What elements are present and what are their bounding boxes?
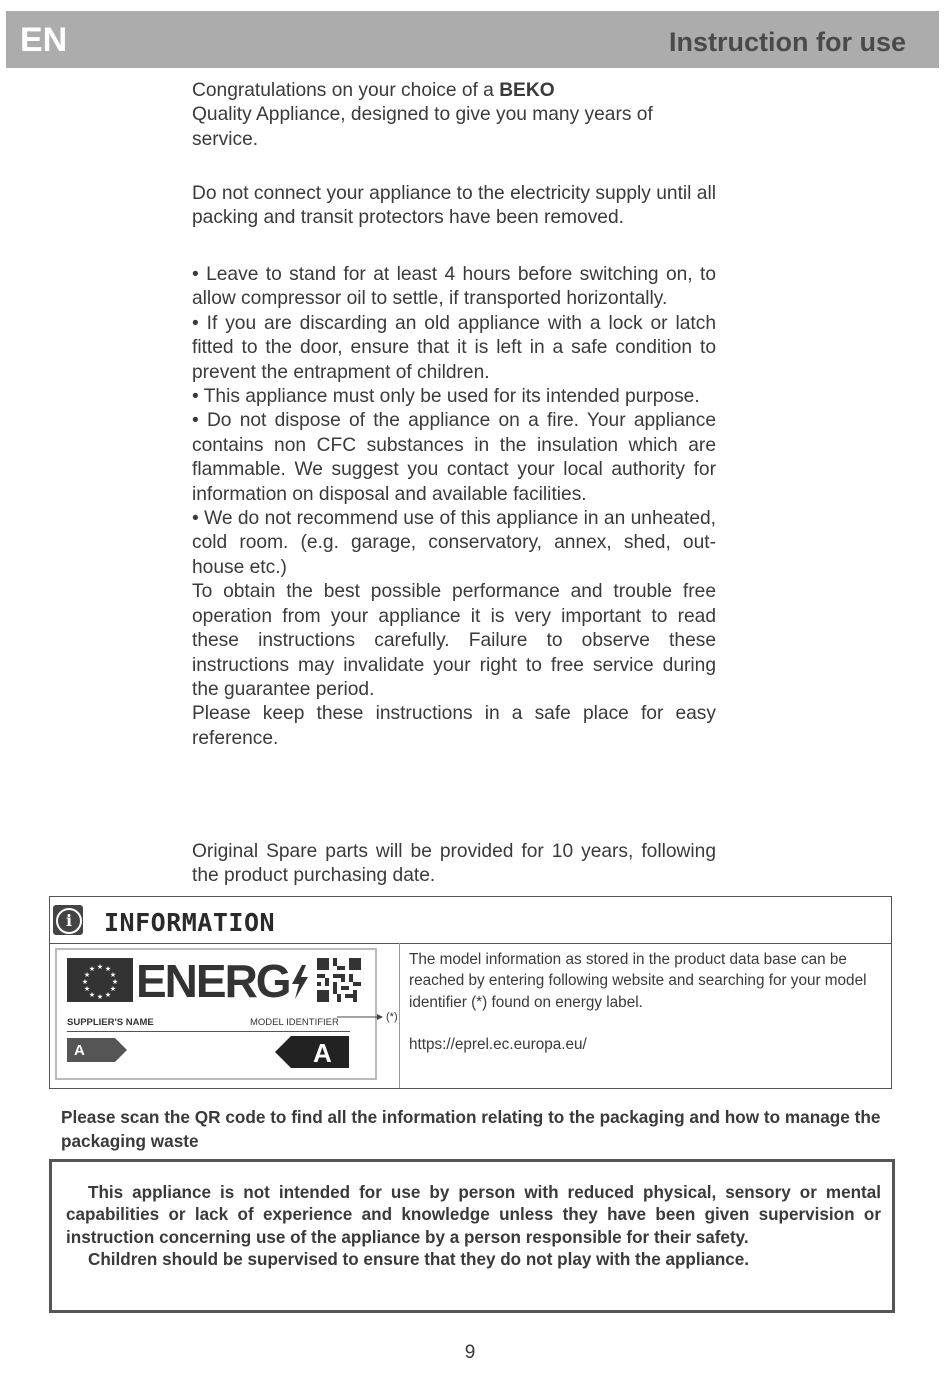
page-title: Instruction for use (668, 27, 906, 57)
label-divider (67, 1031, 350, 1032)
svg-text:★: ★ (96, 963, 104, 971)
arrow-icon (337, 1009, 387, 1021)
svg-text:★: ★ (104, 965, 112, 973)
connect-warning-section (192, 182, 716, 231)
main-instructions (192, 263, 716, 751)
info-icon: i (53, 905, 83, 935)
information-header (50, 897, 891, 944)
language-code: EN (20, 21, 68, 59)
children-supervision-text: Children should be supervised to ensure that they do not play with the appliance. (88, 1250, 750, 1270)
information-heading: INFORMATION (104, 908, 276, 937)
brand-name: BEKO (499, 80, 555, 101)
qr-scan-instruction: Please scan the QR code to find all the information relating to the packaging and how to manage the packaging waste (61, 1107, 881, 1151)
eu-flag-icon (67, 958, 133, 1002)
svg-text:★: ★ (104, 991, 112, 999)
energy-logo: ENERG (136, 954, 310, 1008)
safety-warning-box (49, 1159, 895, 1313)
svg-text:★: ★ (109, 971, 117, 979)
bullet-item: • Do not dispose of the appliance on a fire. Your appliance contains non CFC substances in the insulation which are flammable. We suggest you contact your local authority for information on disposal and available facilities. (192, 410, 716, 505)
svg-text:★: ★ (109, 985, 117, 993)
model-identifier-label: MODEL IDENTIFIER (250, 1017, 339, 1028)
qr-code-icon (317, 958, 361, 1002)
eprel-link[interactable]: https://eprel.ec.europa.eu/ (409, 1035, 587, 1053)
svg-text:★: ★ (88, 965, 96, 973)
spare-parts-section (192, 840, 716, 889)
energy-label-panel (50, 943, 400, 1088)
performance-text: To obtain the best possible performance and trouble free operation from your appliance it is very important to read these instructions carefully. Failure to observe these instructions may invalidate your right to free service during the guarantee period. (192, 581, 716, 700)
page-number: 9 (464, 1342, 476, 1363)
bullet-item: • This appliance must only be used for its intended purpose. (192, 386, 700, 408)
intro-section (192, 79, 716, 152)
information-description (409, 949, 879, 1055)
safety-warning-text: This appliance is not intended for use by person with reduced physical, sensory or mental capabilities or lack of experience and knowledge unless they have been given supervision or instruction concerning use of the appliance by a person responsible for their safety. (66, 1183, 881, 1247)
connect-warning: Do not connect your appliance to the electricity supply until all packing and transit protectors have been removed. (192, 183, 716, 229)
asterisk-marker: (*) (386, 1011, 398, 1023)
bullet-item: • If you are discarding an old appliance with a lock or latch fitted to the door, ensure that it is left in a safe condition to prevent the entrapment of children. (192, 312, 716, 383)
svg-text:★: ★ (83, 971, 91, 979)
page-header (6, 11, 939, 68)
energy-label (55, 948, 377, 1080)
keep-instructions-text: Please keep these instructions in a safe place for easy reference. (192, 703, 716, 749)
energy-class-indicator-arrow (275, 1036, 349, 1068)
svg-text:★: ★ (96, 993, 104, 1001)
svg-text:★: ★ (81, 978, 89, 986)
bullet-item: • We do not recommend use of this appliance in an unheated, cold room. (e.g. garage, conservatory, annex, shed, out-house etc.) (192, 508, 716, 578)
congratulations-text (192, 79, 716, 152)
congrats-suffix: Quality Appliance, designed to give you many years of service. (192, 104, 653, 150)
energy-class-scale-letter: A (74, 1042, 85, 1059)
svg-text:★: ★ (88, 991, 96, 999)
svg-text:★: ★ (83, 985, 91, 993)
congrats-prefix: Congratulations on your choice of a (192, 80, 500, 101)
bullet-item: • Leave to stand for at least 4 hours before switching on, to allow compressor oil to settle, if transported horizontally. (192, 264, 716, 310)
model-info-text: The model information as stored in the product data base can be reached by entering following website and searching for your model identifier (*) found on energy label. (409, 951, 867, 1011)
information-box (49, 896, 892, 1089)
energy-class-indicator-letter: A (313, 1038, 332, 1068)
suppliers-name-label: SUPPLIER'S NAME (67, 1017, 154, 1028)
svg-text:★: ★ (111, 978, 119, 986)
spare-parts-text: Original Spare parts will be provided for 10 years, following the product purchasing date. (192, 841, 716, 887)
